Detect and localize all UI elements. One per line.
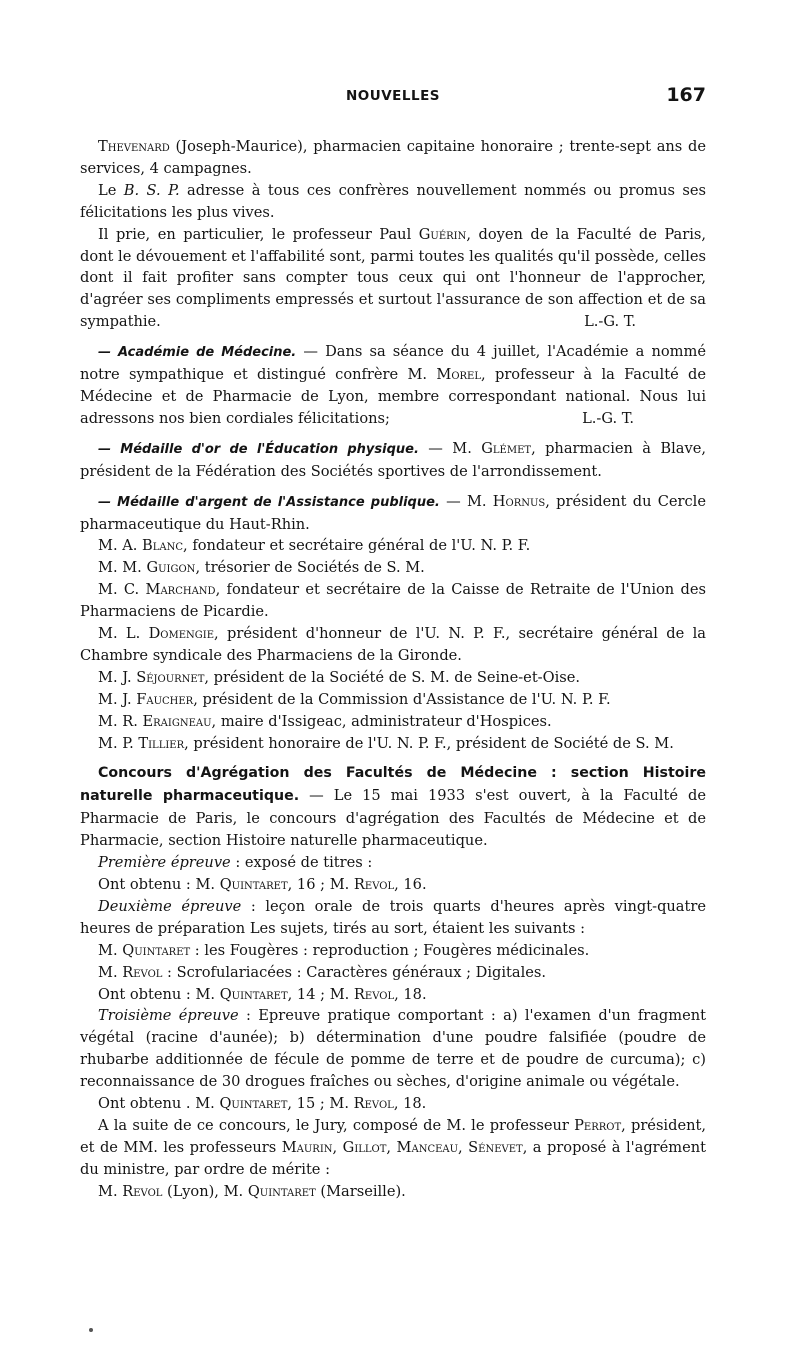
person-name: Tillier [138, 734, 185, 752]
paragraph-jury [80, 1115, 706, 1181]
person-name: Quintaret [122, 941, 191, 959]
article-body [80, 136, 706, 1203]
paragraph-medaille-argent [80, 491, 706, 536]
paragraph-text: M. [98, 941, 123, 959]
section-heading: — Médaille d'argent de l'Assistance publique. [98, 494, 440, 510]
list-item [80, 535, 706, 557]
list-item [80, 623, 706, 667]
paragraph-text: , 16. [394, 876, 427, 893]
paragraph-medaille-or [80, 438, 706, 483]
paragraph-text: — Dans sa séance du 4 juillet, l'Académie a nommé notre sympathique et distingué confrère M. [80, 343, 706, 384]
paragraph-concours [80, 762, 706, 852]
paragraph-epreuve-2 [80, 896, 706, 940]
paragraph-text: M. J. [98, 668, 137, 686]
person-name: Sénevet [468, 1138, 523, 1156]
person-name: Morel [436, 366, 482, 384]
section-heading: — Médaille d'or de l'Éducation physique. [98, 441, 419, 457]
person-name: Guigon [146, 559, 196, 577]
paragraph-text: Ont obtenu . M. [98, 1095, 220, 1113]
paragraph-text: , maire d'Issigeac, administrateur d'Hospices. [211, 712, 552, 730]
person-name: Revol [353, 876, 395, 893]
person-name: Hornus [492, 492, 546, 510]
paragraph-text: , fondateur et secrétaire général de l'U. N. P. F. [183, 537, 531, 555]
paragraph-text: M. C. [98, 581, 146, 599]
paragraph-text: , [332, 1138, 343, 1156]
paragraph-text: M. A. [98, 537, 143, 555]
paragraph-text: : Epreuve pratique comportant : a) l'examen d'un fragment végétal (racine d'aunée); b) détermination d'une poudre falsifiée (poudre de rhubarbe additionnée de fécule de pomme de terre et de poudre de curcuma); c) reconnaissance de 30 drogues fraîches ou sèches, d'origine animale ou végétale. [80, 1007, 706, 1091]
paragraph-text: , [458, 1138, 469, 1156]
paragraph-text: : leçon orale de trois quarts d'heures après vingt-quatre heures de préparation Les sujets, tirés au sort, étaient les suivants : [80, 897, 706, 937]
list-item [80, 689, 706, 711]
paragraph-text: , 18. [393, 1095, 427, 1113]
paragraph-result-2 [80, 984, 706, 1006]
paragraph-text: , président de la Société de S. M. de Seine-et-Oise. [204, 668, 581, 686]
signature: L.-G. T. [584, 313, 636, 331]
person-name: Marchand [145, 581, 216, 599]
paragraph-text: Le [98, 181, 124, 199]
paragraph-text: M. P. [98, 734, 139, 752]
person-name: Glémet [481, 439, 532, 457]
paragraph-text: Ont obtenu : M. [98, 876, 220, 893]
person-name: Revol [353, 1095, 394, 1113]
paragraph-text: M. M. [98, 559, 147, 577]
paragraph-text: , professeur à la Faculté de Médecine et de Pharmacie de Lyon, membre correspondant national. Nous lui adressons nos bien cordiales félicitations; [80, 366, 707, 427]
paragraph-text: adresse à tous ces confrères nouvellement nommés ou promus ses félicitations les plus vives. [80, 181, 706, 221]
paragraph-text: , fondateur et secrétaire de la Caisse de Retraite de l'Union des Pharmaciens de Picardie. [80, 581, 706, 621]
paragraph-text: , président d'honneur de l'U. N. P. F., secrétaire général de la Chambre syndicale des Pharmaciens de la Gironde. [80, 625, 706, 664]
paragraph-text: : les Fougères : reproduction ; Fougères médicinales. [190, 941, 590, 959]
section-heading: — Académie de Médecine. [98, 345, 297, 361]
paragraph-text: (Joseph-Maurice), pharmacien capitaine honoraire ; trente-sept ans de services, 4 campagnes. [80, 138, 706, 177]
person-name: Quintaret [247, 1182, 316, 1200]
paragraph-text: , [386, 1138, 397, 1156]
epreuve-label: Deuxième épreuve [98, 897, 242, 915]
paragraph-text: — Le 15 mai 1933 s'est ouvert, à la Faculté de Pharmacie de Paris, le concours d'agrégation des Facultés de Médecine et de Pharmacie, section Histoire naturelle pharmaceutique. [80, 787, 706, 850]
paragraph-text: : exposé de titres : [230, 854, 373, 872]
person-name: Domengie [148, 625, 215, 643]
person-name: Revol [353, 985, 395, 1003]
paragraph-text: — M. [418, 439, 482, 457]
person-name: Eraigneau [142, 712, 212, 730]
paragraph-text: M. [98, 1182, 123, 1200]
paragraph-text: , président, et de MM. les professeurs [80, 1116, 706, 1156]
paragraph-text: , président de la Commission d'Assistance de l'U. N. P. F. [193, 690, 611, 708]
list-item [80, 557, 706, 579]
paragraph-result-3 [80, 1093, 706, 1115]
person-name: Revol [122, 1182, 163, 1200]
paragraph-text: M. L. [98, 625, 149, 643]
journal-abbreviation: B. S. P. [123, 181, 180, 199]
paragraph-epreuve-3 [80, 1005, 706, 1093]
paragraph-result-1 [80, 874, 706, 896]
list-item [80, 733, 706, 755]
paragraph-text: M. J. [98, 690, 137, 708]
person-name: Faucher [136, 690, 194, 708]
person-name: Gillot [342, 1138, 387, 1156]
person-name: Maurin [281, 1138, 333, 1156]
person-name: Quintaret [219, 985, 288, 1003]
ink-speck [89, 1328, 93, 1332]
list-item [80, 711, 706, 733]
list-item [80, 667, 706, 689]
person-name: Guérin [418, 225, 467, 243]
paragraph-text: , a proposé à l'agrément du ministre, par ordre de mérite : [80, 1138, 707, 1178]
paragraph-text: (Lyon), M. [162, 1182, 248, 1200]
paragraph-text: , 16 ; M. [287, 876, 354, 893]
person-name: Perrot [574, 1116, 622, 1134]
person-name: Thevenard [98, 138, 170, 155]
paragraph-text: , 18. [394, 985, 427, 1003]
person-name: Séjournet [136, 668, 205, 686]
paragraph-subject-1 [80, 940, 706, 962]
list-item [80, 579, 706, 623]
running-header [80, 86, 706, 110]
paragraph-bsp [80, 180, 706, 224]
paragraph-text: , trésorier de Sociétés de S. M. [195, 559, 425, 577]
paragraph-text: , 15 ; M. [287, 1095, 354, 1113]
paragraph-thevenard [80, 136, 706, 180]
paragraph-academie [80, 341, 706, 430]
paragraph-text: Ont obtenu : M. [98, 985, 220, 1003]
person-name: Quintaret [219, 1095, 288, 1113]
section-title: NOUVELLES [345, 88, 441, 104]
paragraph-text: , pharmacien à Blave, président de la Fédération des Sociétés sportives de l'arrondissement. [80, 439, 707, 480]
paragraph-text: A la suite de ce concours, le Jury, composé de M. le professeur [98, 1116, 575, 1134]
paragraph-text: — M. [439, 492, 493, 510]
paragraph-text: Il prie, en particulier, le professeur Paul [98, 225, 419, 243]
paragraph-text: , président honoraire de l'U. N. P. F., président de Société de S. M. [184, 734, 674, 752]
paragraph-text: M. [98, 963, 123, 981]
epreuve-label: Première épreuve [98, 854, 231, 872]
paragraph-final [80, 1181, 706, 1203]
paragraph-epreuve-1 [80, 852, 706, 874]
person-name: Quintaret [219, 876, 288, 893]
paragraph-text: , 14 ; M. [287, 985, 354, 1003]
paragraph-text: M. R. [98, 712, 143, 730]
section-heading: Concours d'Agrégation des Facultés de Médecine : section Histoire naturelle pharmaceutique. [80, 765, 706, 805]
paragraph-guerin [80, 224, 706, 334]
paragraph-text: , doyen de la Faculté de Paris, dont le dévouement et l'affabilité sont, parmi toutes les qualités qu'il possède, celles dont il fait profiter sans compter tous ceux qui ont l'honneur de l'approcher, d'agréer ses compliments empressés et surtout l'assurance de son affection et de sa sympathie. [80, 225, 706, 331]
page-number: 167 [666, 84, 706, 106]
person-name: Blanc [142, 537, 184, 555]
person-name: Revol [122, 963, 163, 981]
paragraph-subject-2 [80, 962, 706, 984]
paragraph-text: , président du Cercle pharmaceutique du Haut-Rhin. [80, 492, 706, 533]
signature: L.-G. T. [582, 409, 634, 427]
paragraph-text: (Marseille). [315, 1182, 406, 1200]
epreuve-label: Troisième épreuve [98, 1007, 239, 1025]
person-name: Manceau [396, 1138, 459, 1156]
paragraph-text: : Scrofulariacées : Caractères généraux ; Digitales. [162, 963, 547, 981]
